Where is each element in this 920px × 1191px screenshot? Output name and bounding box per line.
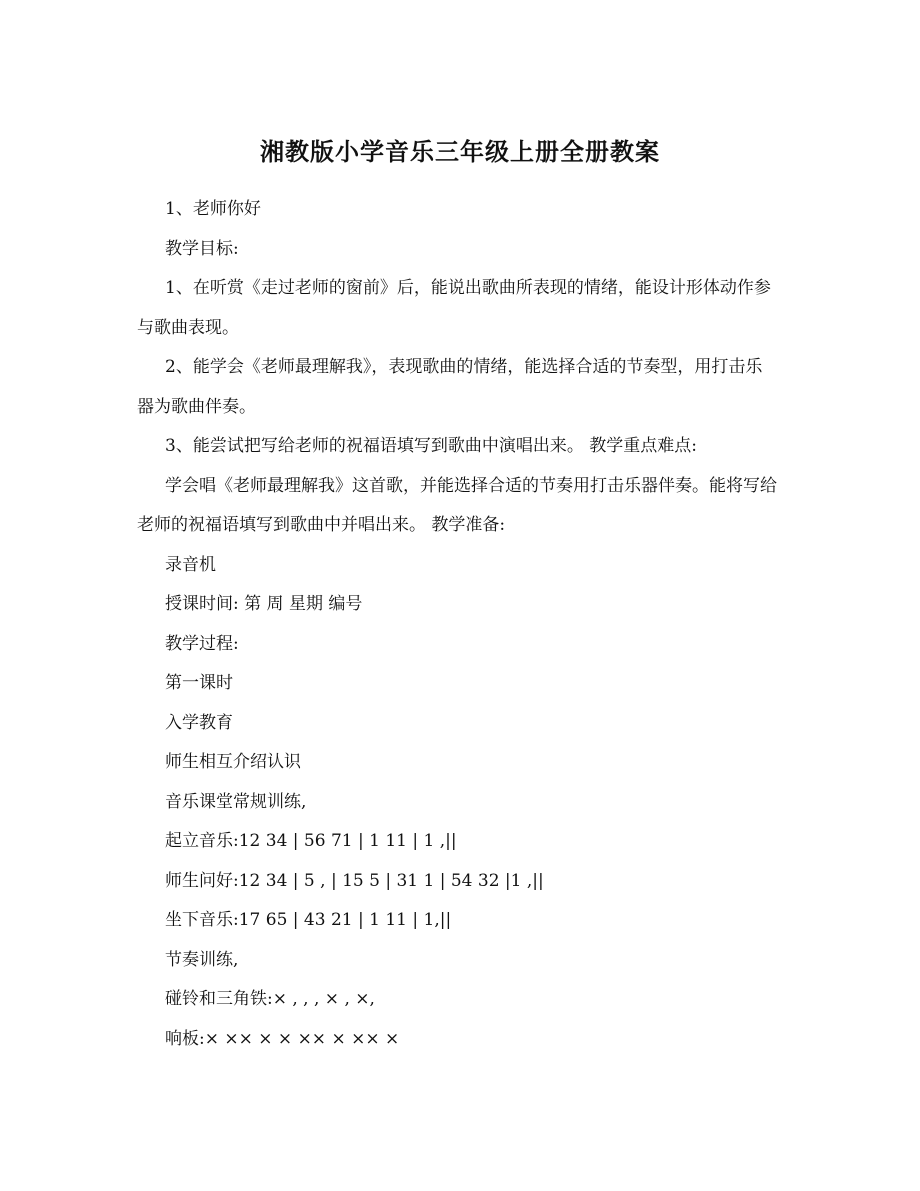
paragraph: 教学过程: (165, 633, 239, 654)
paragraph: 1、老师你好 (165, 199, 261, 219)
paragraph: 师生相互介绍认识 (165, 752, 301, 772)
document-title: 湘教版小学音乐三年级上册全册教案 (260, 137, 660, 166)
paragraph: 音乐课堂常规训练, (165, 791, 307, 812)
paragraph: 节奏训练, (165, 949, 239, 970)
paragraph: 第一课时 (165, 673, 233, 693)
paragraph: 授课时间: 第 周 星期 编号 (165, 594, 363, 614)
paragraph: 学会唱《老师最理解我》这首歌，并能选择合适的节奏用打击乐器伴奏。能将写给老师的祝福语填写到歌曲中并唱出来。 教学准备: (137, 475, 777, 535)
paragraph: 师生问好:12 34 | 5 , | 15 5 | 31 1 | 54 32 |1 ,|| (165, 870, 544, 891)
paragraph: 入学教育 (165, 712, 233, 733)
paragraph: 1、在听赏《走过老师的窗前》后，能说出歌曲所表现的情绪，能设计形体动作参与歌曲表现。 (137, 278, 771, 338)
paragraph: 碰铃和三角铁:× , , , × , ×, (165, 989, 375, 1009)
paragraph: 2、能学会《老师最理解我》，表现歌曲的情绪，能选择合适的节奏型，用打击乐器为歌曲伴奏。 (137, 357, 763, 417)
paragraph: 响板:× ×× × × ×× × ×× × (165, 1028, 400, 1049)
paragraph: 起立音乐:12 34 | 56 71 | 1 11 | 1 ,|| (165, 831, 457, 851)
paragraph: 教学目标: (165, 238, 239, 259)
paragraph: 坐下音乐:17 65 | 43 21 | 1 11 | 1,|| (165, 910, 452, 930)
document-body (137, 190, 777, 1059)
paragraph: 录音机 (165, 554, 216, 575)
paragraph: 3、能尝试把写给老师的祝福语填写到歌曲中演唱出来。 教学重点难点: (165, 436, 697, 456)
